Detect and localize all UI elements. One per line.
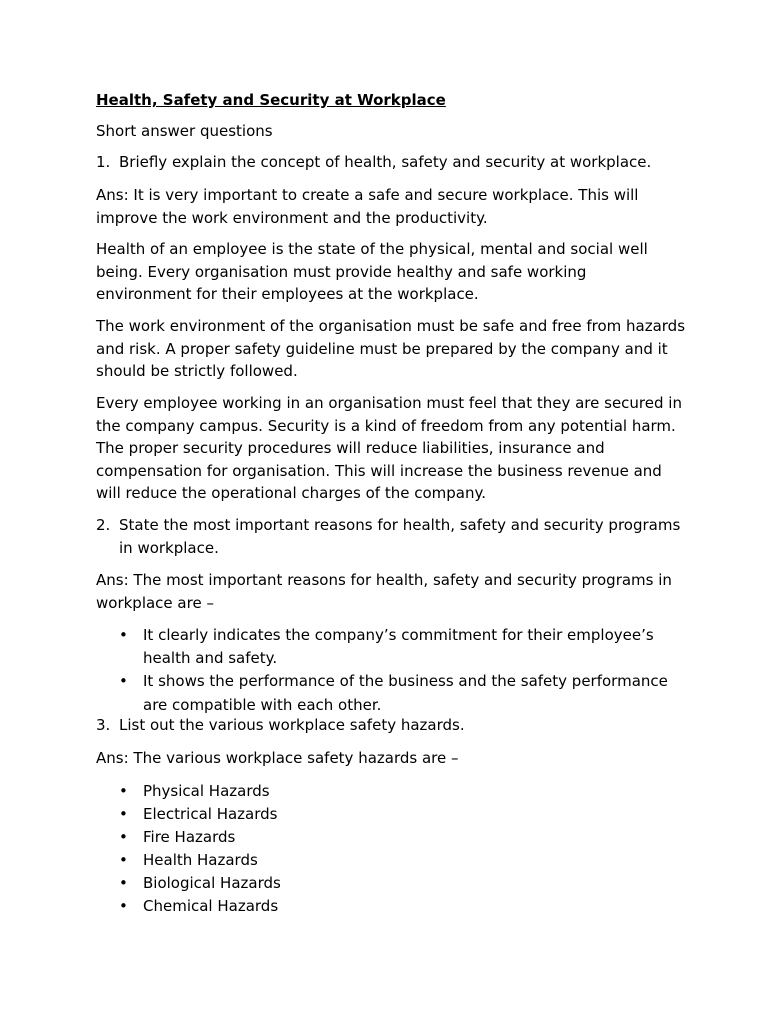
- bullet-icon: •: [119, 828, 128, 846]
- answer-2-bullet-list: [119, 624, 679, 717]
- bullet-icon: •: [119, 805, 128, 823]
- list-item: • Electrical Hazards: [119, 803, 679, 826]
- answer-2-intro: Ans: The most important reasons for health, safety and security programs in workplace are –: [96, 571, 672, 612]
- question-2: [96, 514, 686, 559]
- answer-1-paragraph-4: Every employee working in an organisation must feel that they are secured in the company campus. Security is a kind of freedom from any potential harm. The proper security procedures will reduce liabilities, insurance and compensation for organisation. This will increase the business revenue and will reduce the operational charges of the company.: [96, 394, 682, 502]
- bullet-icon: •: [119, 672, 128, 691]
- answer-1-paragraph-2: Health of an employee is the state of the physical, mental and social well being. Every organisation must provide healthy and safe working environment for their employees at the workplace.: [96, 240, 648, 303]
- list-item: • It shows the performance of the business and the safety performance are compatible with each other.: [119, 672, 668, 714]
- bullet-icon: •: [119, 874, 128, 892]
- question-number: 3.: [96, 716, 111, 734]
- question-number: 1.: [96, 153, 111, 171]
- answer-1-paragraph-3: The work environment of the organisation must be safe and free from hazards and risk. A proper safety guideline must be prepared by the company and it should be strictly followed.: [96, 317, 686, 380]
- section-subtitle: Short answer questions: [96, 122, 273, 140]
- question-1: [96, 151, 686, 174]
- bullet-icon: •: [119, 851, 128, 869]
- question-3: [96, 714, 686, 737]
- question-number: 2.: [96, 516, 111, 534]
- answer-3-bullet-list: [119, 780, 679, 918]
- list-item: • Chemical Hazards: [119, 895, 679, 918]
- bullet-icon: •: [119, 626, 128, 644]
- list-item: • Fire Hazards: [119, 826, 679, 849]
- answer-3-intro: Ans: The various workplace safety hazards are –: [96, 749, 459, 767]
- bullet-icon: •: [119, 897, 128, 915]
- bullet-icon: •: [119, 782, 128, 800]
- answer-1-paragraph-1: Ans: It is very important to create a safe and secure workplace. This will improve the work environment and the productivity.: [96, 186, 639, 227]
- list-item: • It clearly indicates the company’s commitment for their employee’s health and safety.: [119, 626, 654, 668]
- question-text: List out the various workplace safety hazards.: [119, 716, 465, 734]
- document-title: Health, Safety and Security at Workplace: [96, 91, 446, 109]
- list-item: • Biological Hazards: [119, 872, 679, 895]
- list-item: • Health Hazards: [119, 849, 679, 872]
- question-text: State the most important reasons for health, safety and security programs in workplace.: [119, 516, 681, 557]
- question-text: Briefly explain the concept of health, safety and security at workplace.: [119, 153, 652, 171]
- list-item: • Physical Hazards: [119, 780, 679, 803]
